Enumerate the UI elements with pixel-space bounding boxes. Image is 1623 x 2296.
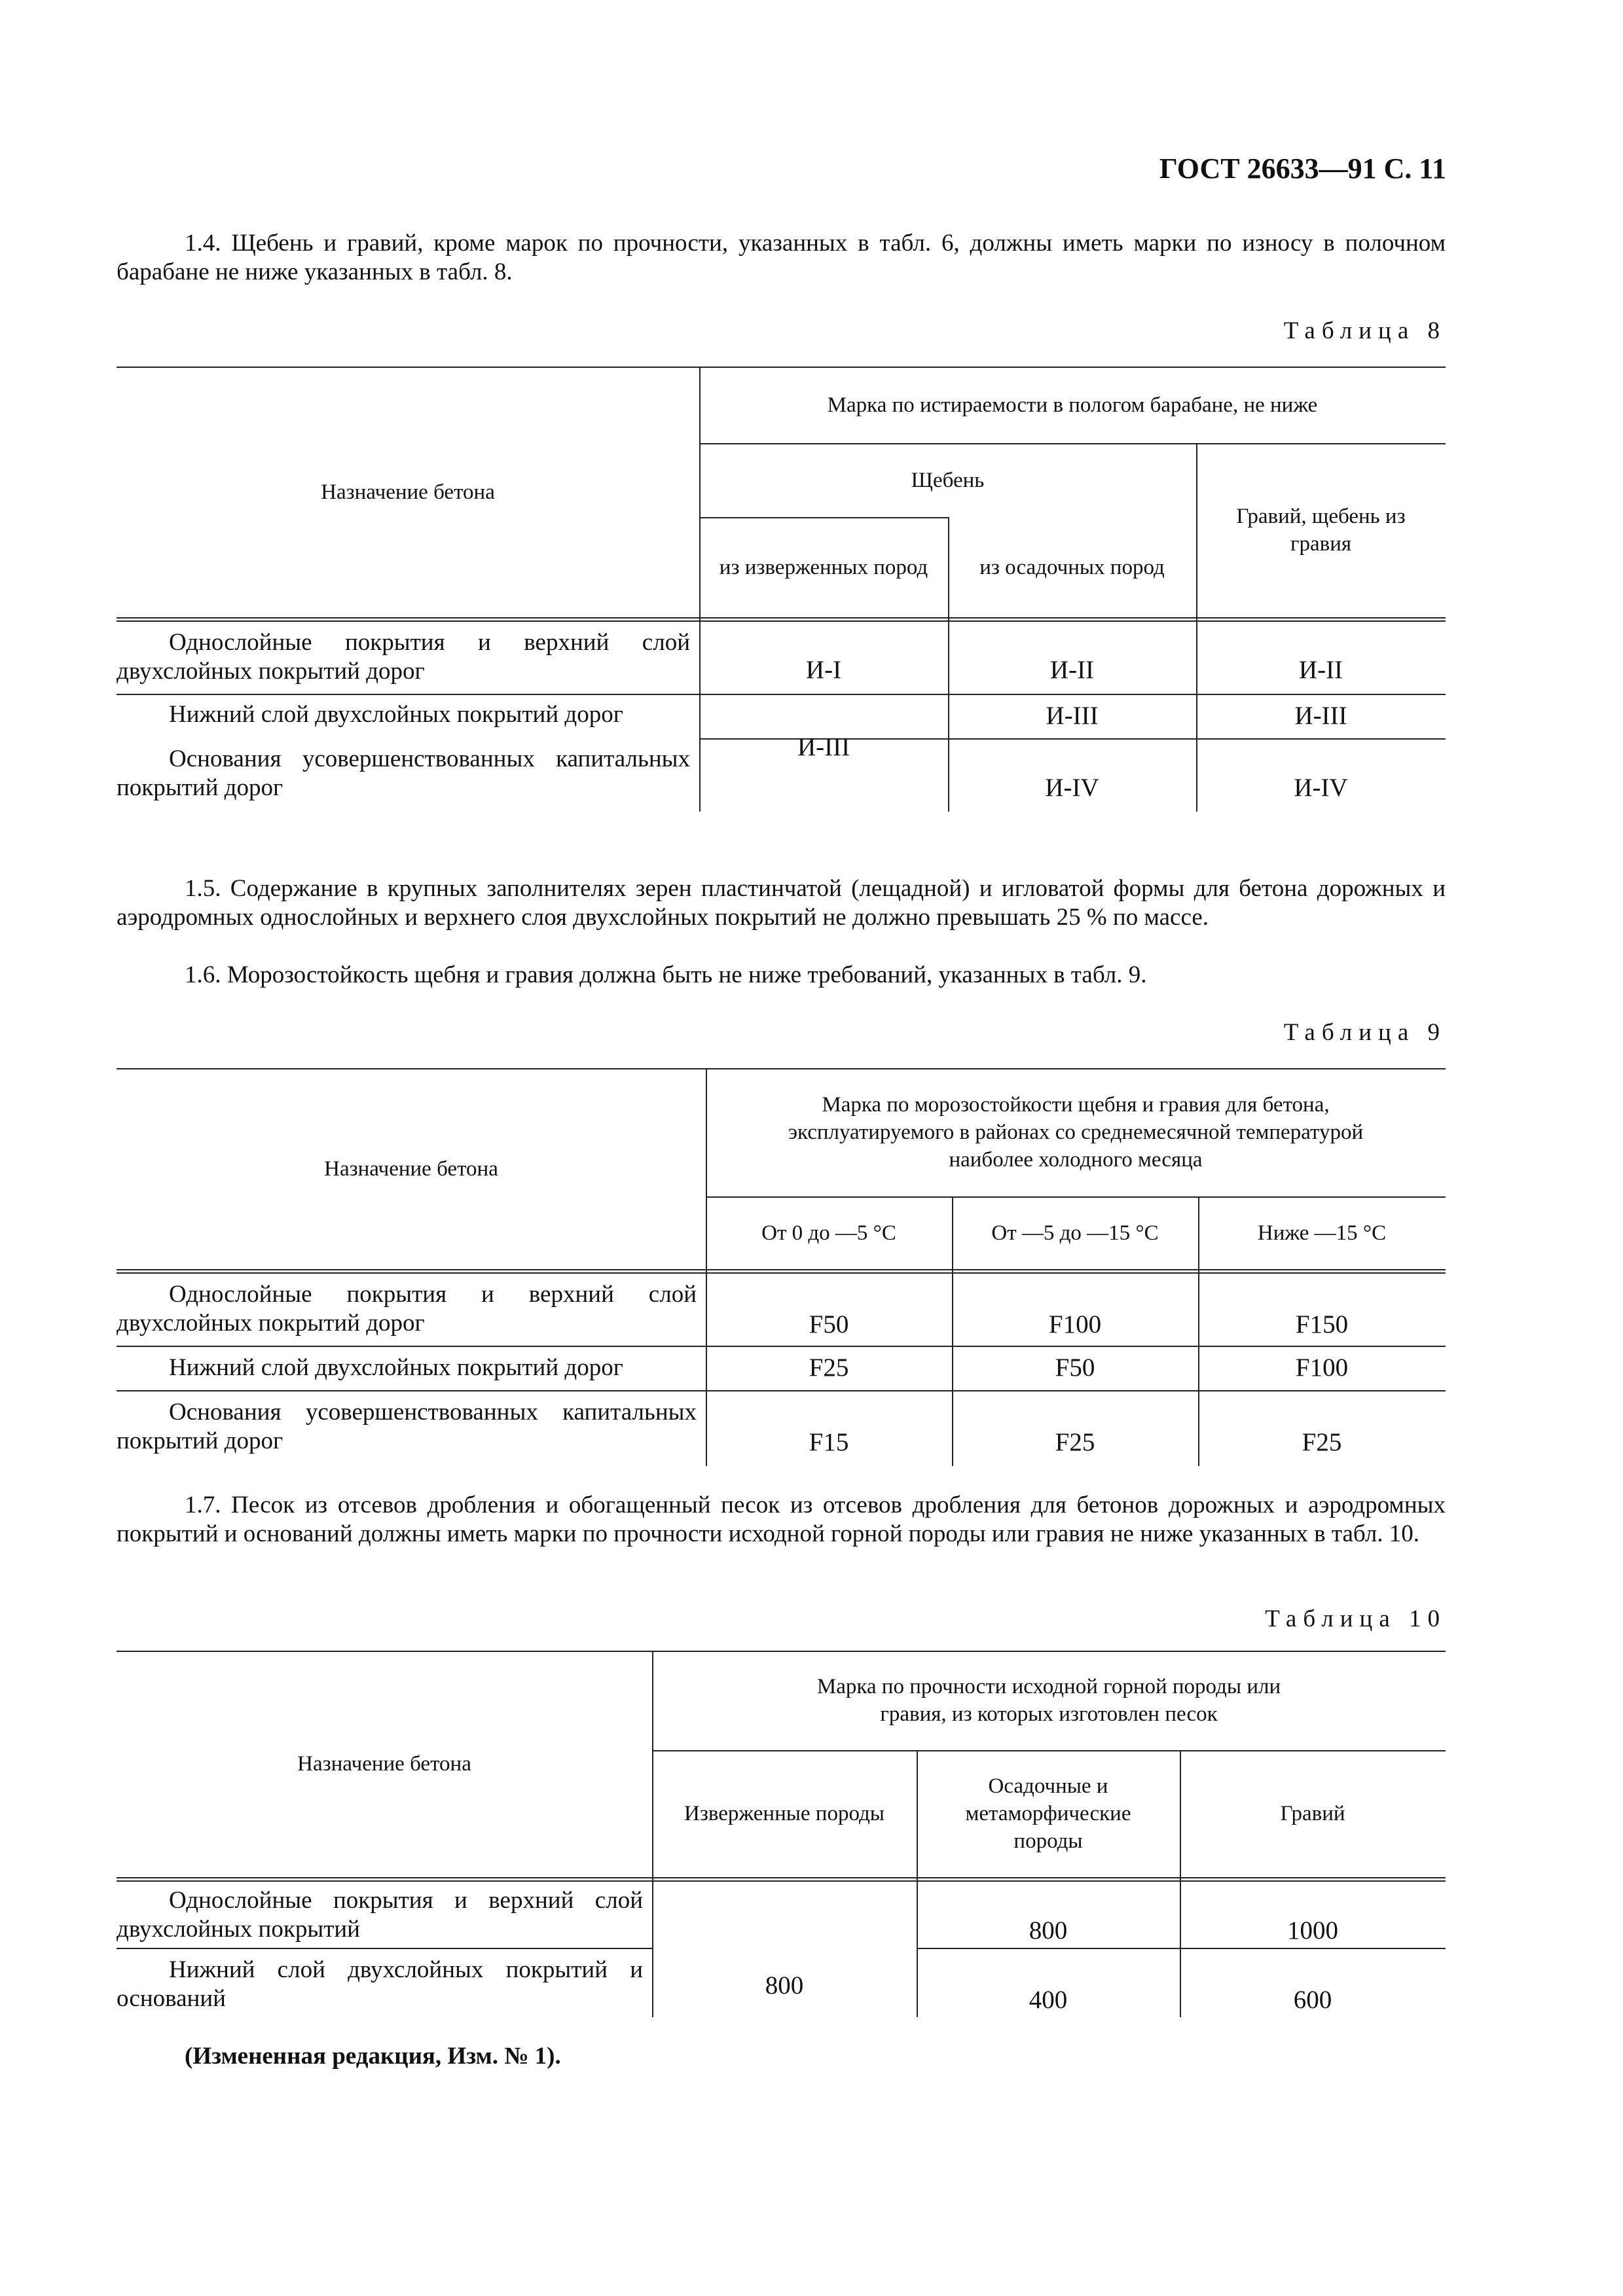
table-9-col-1: От 0 до —5 °С <box>761 1221 896 1245</box>
paragraph-1-4: 1.4. Щебень и гравий, кроме марок по прочности, указанных в табл. 6, должны иметь марки по износу в полочном барабане не ниже указанных в табл. 8. <box>117 230 1446 285</box>
table-9-row-3-v2: F25 <box>1055 1428 1095 1456</box>
table-9-row-2-v2: F50 <box>1055 1354 1095 1382</box>
paragraph-1-6: 1.6. Морозостойкость щебня и гравия должна быть не ниже требований, указанных в табл. 9. <box>185 961 1147 988</box>
table-8-row-3-gravel: И-IV <box>1294 774 1348 802</box>
amendment-note: (Измененная редакция, Изм. № 1). <box>185 2043 561 2070</box>
table-8-col-purpose: Назначение бетона <box>321 480 495 504</box>
table-9-group-header: Марка по морозостойкости щебня и гравия для бетона, эксплуатируемого в районах со среднемесячной температурой наиболее холодного месяца <box>788 1093 1364 1172</box>
table-8-row-1-igneous: И-I <box>805 656 842 684</box>
paragraph-1-7: 1.7. Песок из отсевов дробления и обогащенный песок из отсевов дробления для бетонов дорожных и аэродромных покрытий и оснований должны иметь марки по прочности исходной горной породы или гравия не ниже указанных в табл. 10. <box>117 1492 1446 1547</box>
table-9-row-3-purpose: Основания усовершенствованных капитальных покрытий дорог <box>117 1399 697 1454</box>
table-10-row-1-gravel: 1000 <box>1287 1916 1338 1945</box>
table-8-row-3-sedimentary: И-IV <box>1045 774 1099 802</box>
table-8-row-2-gravel: И-III <box>1294 702 1347 730</box>
table-10-col-igneous: Изверженные породы <box>684 1802 884 1825</box>
table-9-row-1-v3: F150 <box>1295 1310 1349 1338</box>
table-9-row-1-v1: F50 <box>809 1310 849 1338</box>
table-8-col-igneous: из изверженных пород <box>719 555 928 579</box>
table-8-row-2-sedimentary: И-III <box>1046 702 1099 730</box>
table-8 <box>117 367 1446 812</box>
table-10-col-purpose: Назначение бетона <box>297 1752 471 1776</box>
table-9-col-purpose: Назначение бетона <box>324 1157 498 1181</box>
table-10-col-gravel: Гравий <box>1280 1802 1345 1825</box>
table-9-row-2-purpose: Нижний слой двухслойных покрытий дорог <box>169 1354 623 1381</box>
page-header: ГОСТ 26633—91 С. 11 <box>1159 152 1446 185</box>
table-8-row-2-purpose: Нижний слой двухслойных покрытий дорог <box>169 701 623 728</box>
table-10-row-2-gravel: 600 <box>1293 1986 1332 2014</box>
table-9-row-2-v1: F25 <box>809 1354 849 1382</box>
table-9-row-1-purpose: Однослойные покрытия и верхний слой двухслойных покрытий дорог <box>117 1281 697 1336</box>
table-10 <box>117 1651 1446 2017</box>
table-8-col-gravel: Гравий, щебень из гравия <box>1236 505 1406 556</box>
table-9-row-3-v1: F15 <box>809 1428 849 1456</box>
table-9-col-3: Ниже —15 °С <box>1257 1221 1387 1245</box>
table-8-subgroup-header: Щебень <box>911 468 985 492</box>
table-8-row-3-purpose: Основания усовершенствованных капитальных покрытий дорог <box>117 745 690 801</box>
table-8-group-header: Марка по истираемости в пологом барабане, не ниже <box>827 393 1318 417</box>
table-10-row-1-sedimentary: 800 <box>1029 1916 1068 1945</box>
table-9-row-1-v2: F100 <box>1048 1310 1102 1338</box>
table-10-row-1-purpose: Однослойные покрытия и верхний слой двухслойных покрытий <box>117 1887 643 1943</box>
table-8-row-1-sedimentary: И-II <box>1049 656 1095 684</box>
table-8-col-sedimentary: из осадочных пород <box>979 555 1165 579</box>
paragraph-1-5: 1.5. Содержание в крупных заполнителях зерен пластинчатой (лещадной) и игловатой формы для бетона дорожных и аэродромных однослойных и верхнего слоя двухслойных покрытий не должно превышать 25 % по массе. <box>117 875 1446 931</box>
table-10-row-2-sedimentary: 400 <box>1029 1986 1068 2014</box>
table-10-col-sedimentary: Осадочные и метаморфические породы <box>965 1774 1131 1853</box>
table-8-row-1-purpose: Однослойные покрытия и верхний слой двухслойных покрытий дорог <box>117 629 690 685</box>
table-10-group-header: Марка по прочности исходной горной породы или гравия, из которых изготовлен песок <box>816 1675 1281 1726</box>
table-9 <box>117 1068 1446 1466</box>
table-10-caption: Таблица 10 <box>1265 1605 1446 1632</box>
table-9-col-2: От —5 до —15 °С <box>991 1221 1159 1245</box>
table-9-caption: Таблица 9 <box>1283 1019 1446 1046</box>
table-9-row-3-v3: F25 <box>1302 1428 1342 1456</box>
table-10-row-1-igneous: 800 <box>765 1971 804 2000</box>
table-9-row-2-v3: F100 <box>1295 1354 1349 1382</box>
table-10-row-2-purpose: Нижний слой двухслойных покрытий и оснований <box>117 1956 643 2012</box>
table-8-caption: Таблица 8 <box>1283 317 1446 344</box>
table-8-row-2-igneous: И-III <box>797 733 850 761</box>
table-8-row-1-gravel: И-II <box>1298 656 1343 684</box>
